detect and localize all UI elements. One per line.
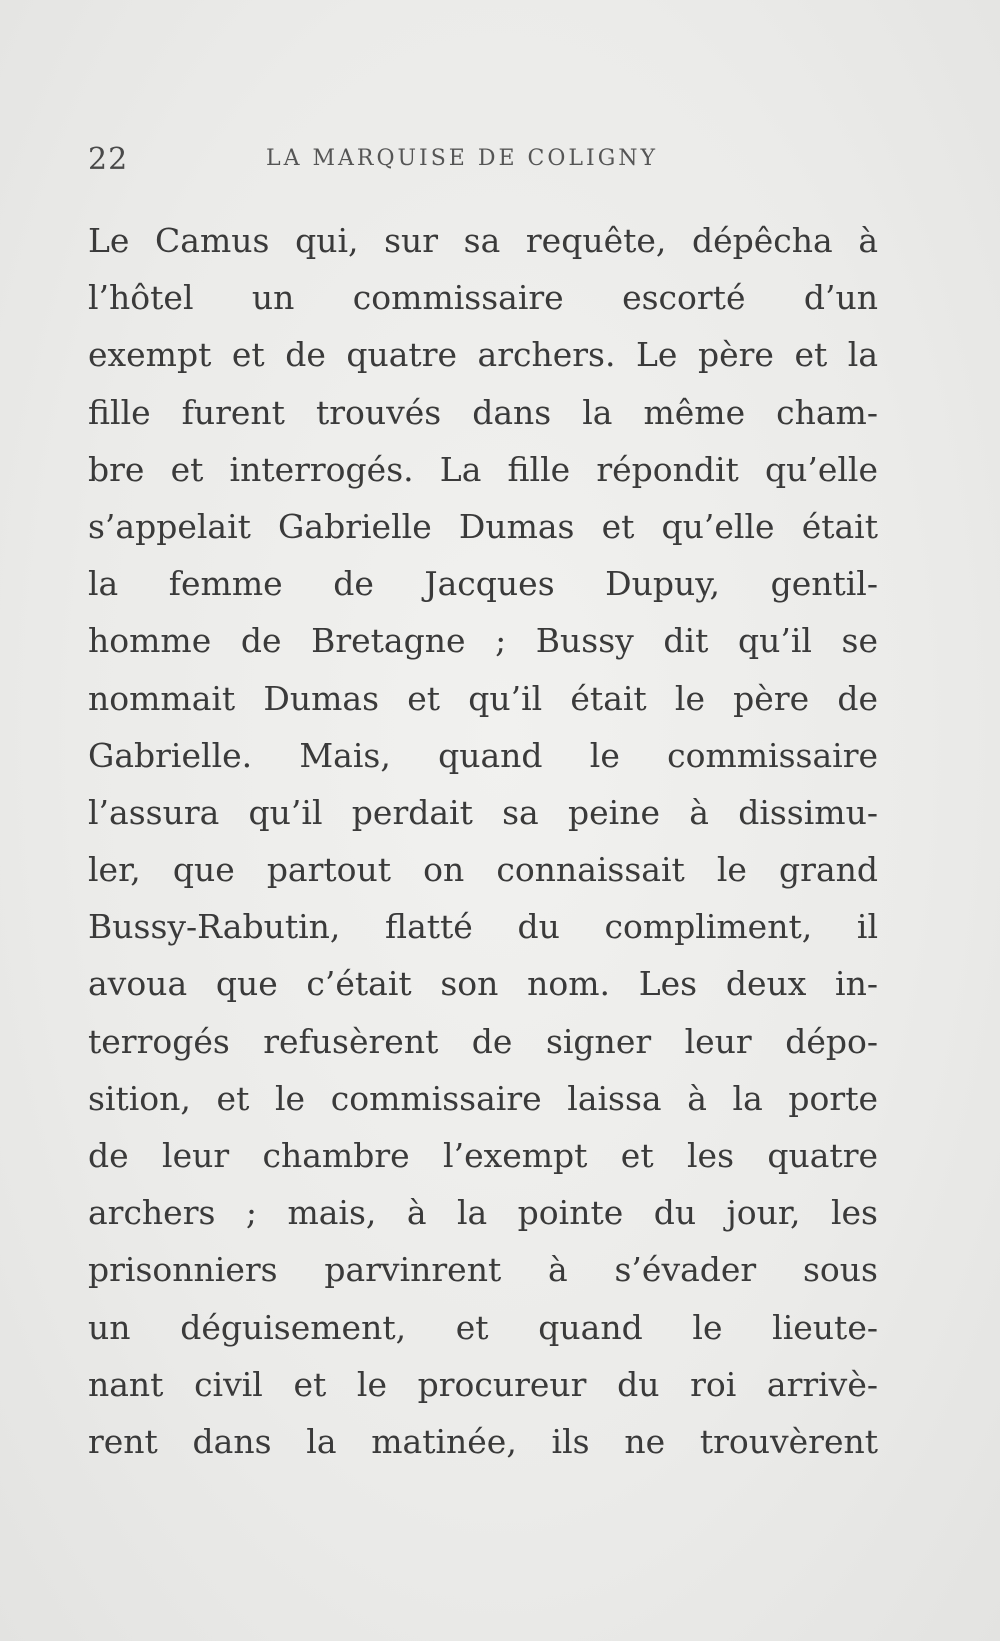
text-line: bre et interrogés. La fille répondit qu’elle [88, 449, 878, 489]
text-line: l’assura qu’il perdait sa peine à dissimu- [88, 792, 878, 832]
text-line: rent dans la matinée, ils ne trouvèrent [88, 1421, 878, 1461]
text-line: exempt et de quatre archers. Le père et la [88, 335, 878, 375]
page-header [88, 142, 878, 182]
text-line: Le Camus qui, sur sa requête, dépêcha à [88, 221, 878, 260]
body-text [88, 212, 878, 1470]
text-line: Gabrielle. Mais, quand le commissaire [88, 735, 878, 775]
text-line: la femme de Jacques Dupuy, gentil- [88, 564, 878, 604]
text-line: archers ; mais, à la pointe du jour, les [88, 1193, 878, 1233]
text-line: nommait Dumas et qu’il était le père de [88, 678, 878, 718]
text-line: fille furent trouvés dans la même cham- [88, 392, 878, 432]
page-number: 22 [88, 142, 129, 177]
text-line: terrogés refusèrent de signer leur dépo- [88, 1021, 878, 1061]
text-line: Bussy-Rabutin, flatté du compliment, il [88, 907, 878, 947]
text-line: de leur chambre l’exempt et les quatre [88, 1136, 878, 1175]
text-line: avoua que c’était son nom. Les deux in- [88, 964, 878, 1004]
text-line: ler, que partout on connaissait le grand [88, 850, 878, 890]
running-title: LA MARQUISE DE COLIGNY [266, 146, 659, 171]
text-line: nant civil et le procureur du roi arrivè- [88, 1364, 878, 1404]
text-line: sition, et le commissaire laissa à la porte [88, 1078, 878, 1118]
text-line: un déguisement, et quand le lieute- [88, 1307, 878, 1347]
text-line: prisonniers parvinrent à s’évader sous [88, 1250, 878, 1290]
text-line: s’appelait Gabrielle Dumas et qu’elle était [88, 506, 878, 546]
text-line: l’hôtel un commissaire escorté d’un [88, 278, 878, 318]
text-line: homme de Bretagne ; Bussy dit qu’il se [88, 621, 878, 661]
